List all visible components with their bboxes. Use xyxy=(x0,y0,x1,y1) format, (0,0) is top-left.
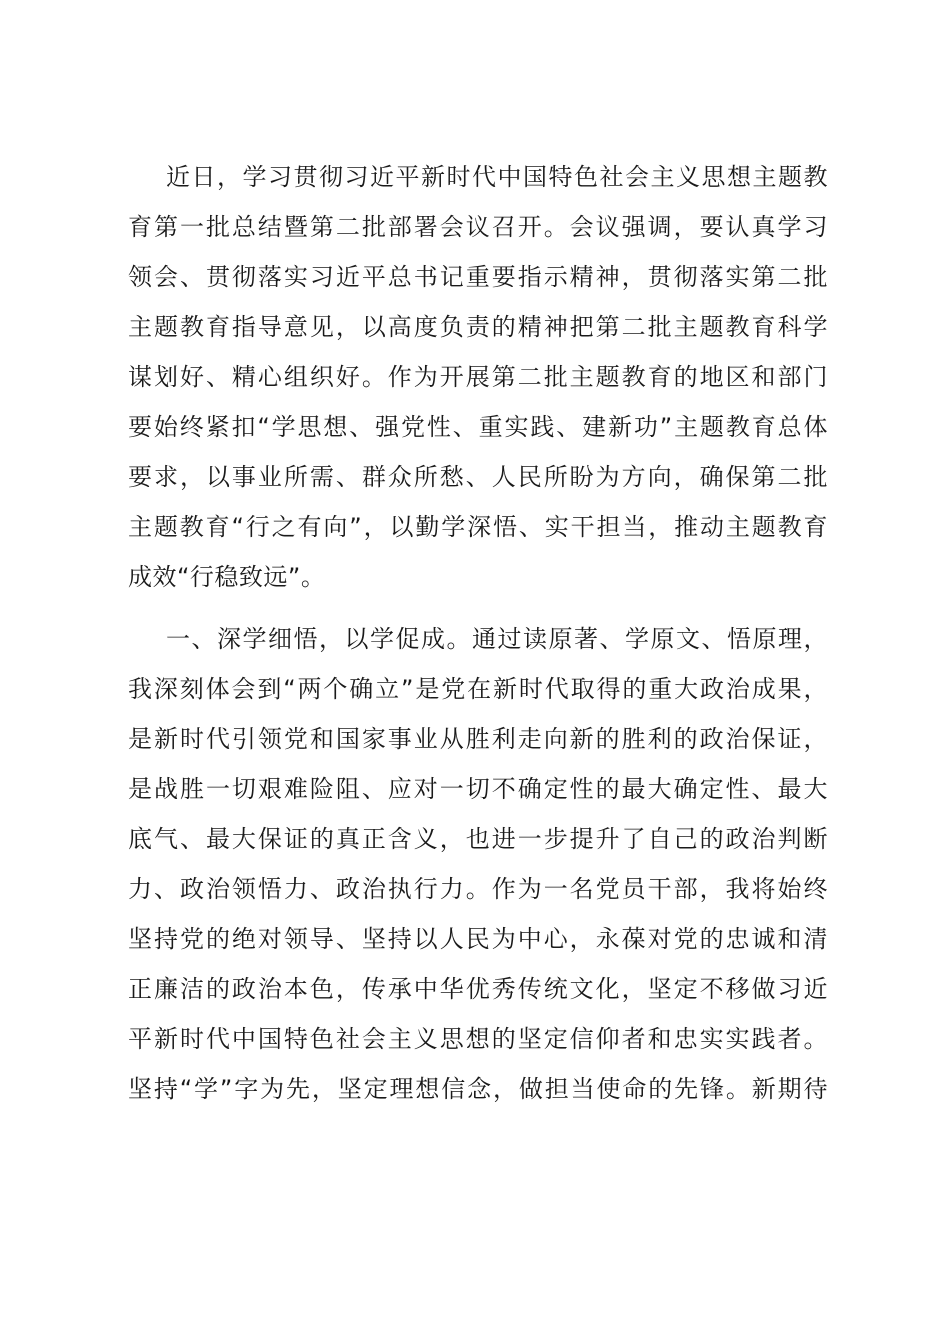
paragraph-1-line-9: 成效“行稳致远”。 xyxy=(128,563,326,591)
paragraph-2-line-4: 是战胜一切艰难险阻、应对一切不确定性的最大确定性、最大 xyxy=(128,775,828,803)
paragraph-1-line-3: 领会、贯彻落实习近平总书记重要指示精神，贯彻落实第二批 xyxy=(128,263,828,291)
paragraph-1-line-2: 育第一批总结暨第二批部署会议召开。会议强调，要认真学习 xyxy=(128,213,828,241)
paragraph-2-line-7: 坚持党的绝对领导、坚持以人民为中心，永葆对党的忠诚和清 xyxy=(128,925,828,953)
paragraph-1-line-4: 主题教育指导意见，以高度负责的精神把第二批主题教育科学 xyxy=(128,313,828,341)
paragraph-2-line-6: 力、政治领悟力、政治执行力。作为一名党员干部，我将始终 xyxy=(128,875,828,903)
paragraph-1-line-8: 主题教育“行之有向”，以勤学深悟、实干担当，推动主题教育 xyxy=(128,513,828,541)
paragraph-2-line-2: 我深刻体会到“两个确立”是党在新时代取得的重大政治成果， xyxy=(128,675,828,703)
paragraph-1-line-7: 要求，以事业所需、群众所愁、人民所盼为方向，确保第二批 xyxy=(128,463,828,491)
paragraph-2-line-5: 底气、最大保证的真正含义，也进一步提升了自己的政治判断 xyxy=(128,825,828,853)
paragraph-2-line-10: 坚持“学”字为先，坚定理想信念，做担当使命的先锋。新期待 xyxy=(128,1075,828,1103)
paragraph-2-line-8: 正廉洁的政治本色，传承中华优秀传统文化，坚定不移做习近 xyxy=(128,975,828,1003)
paragraph-1-line-1: 近日，学习贯彻习近平新时代中国特色社会主义思想主题教 xyxy=(166,163,828,191)
paragraph-2-line-9: 平新时代中国特色社会主义思想的坚定信仰者和忠实实践者。 xyxy=(128,1025,828,1053)
paragraph-1-line-6: 要始终紧扣“学思想、强党性、重实践、建新功”主题教育总体 xyxy=(128,413,828,441)
paragraph-2-line-1: 一、深学细悟，以学促成。通过读原著、学原文、悟原理， xyxy=(166,625,828,653)
paragraph-2-line-3: 是新时代引领党和国家事业从胜利走向新的胜利的政治保证， xyxy=(128,725,828,753)
paragraph-1-line-5: 谋划好、精心组织好。作为开展第二批主题教育的地区和部门 xyxy=(128,363,828,391)
